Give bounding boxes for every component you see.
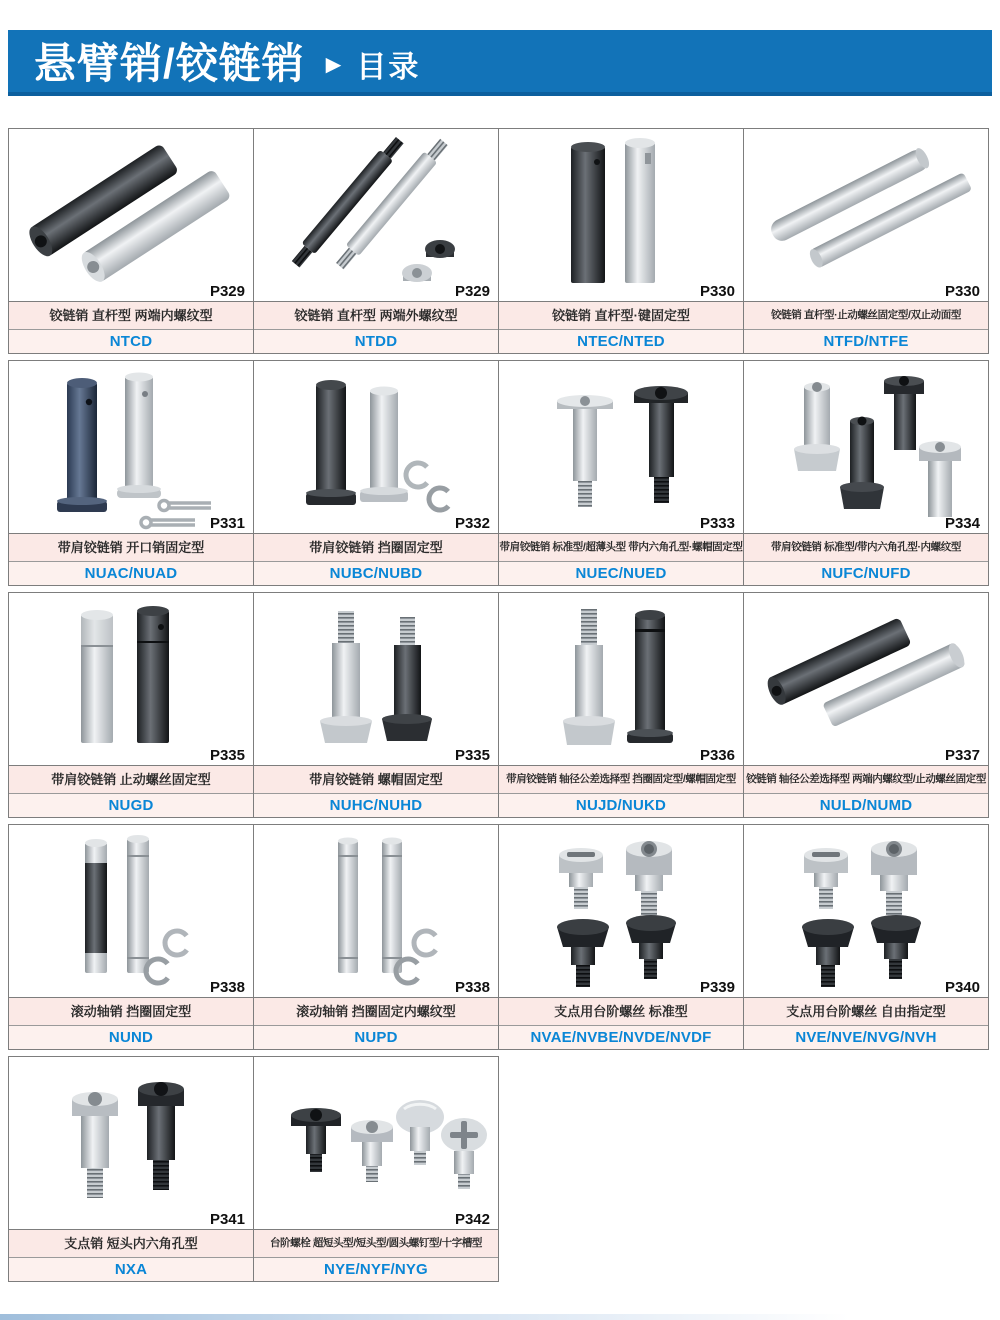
catalog-cell-nubc-nubd[interactable] [253, 360, 499, 586]
product-code-link[interactable]: NTDD [254, 330, 498, 353]
product-description: 带肩铰链销 挡圈固定型 [254, 533, 498, 562]
catalog-cell-nvae-nvbe-nvde-nvdf[interactable] [498, 824, 744, 1050]
product-photo-shoulder-pin-stop-screw [9, 593, 253, 765]
product-code-link[interactable]: NTEC/NTED [499, 330, 743, 353]
product-code-link[interactable]: NUBC/NUBD [254, 562, 498, 585]
catalog-row-3 [8, 592, 993, 818]
product-description: 滚动轴销 挡圈固定内螺纹型 [254, 997, 498, 1026]
catalog-grid [8, 128, 993, 1288]
catalog-cell-ntec-nted[interactable] [498, 128, 744, 354]
product-photo-shoulder-pin-retaining-ring [254, 361, 498, 533]
page-number: P338 [209, 979, 245, 996]
catalog-cell-nuhc-nuhd[interactable] [253, 592, 499, 818]
page-number: P342 [454, 1211, 490, 1228]
product-description: 带肩铰链销 标准型/超薄头型 带内六角孔型·螺帽固定型 [499, 533, 743, 562]
page-header [8, 30, 992, 96]
product-photo-stepped-bolt-heads [254, 1057, 498, 1229]
catalog-row-2 [8, 360, 993, 586]
product-code-link[interactable]: NUND [9, 1026, 253, 1049]
arrow-right-icon: ► [320, 48, 347, 79]
product-image-area [9, 361, 253, 533]
page-number: P335 [209, 747, 245, 764]
product-code-link[interactable]: NUFC/NUFD [744, 562, 988, 585]
page-number: P335 [454, 747, 490, 764]
page-number: P334 [944, 515, 980, 532]
page-number: P339 [699, 979, 735, 996]
catalog-cell-nxa[interactable] [8, 1056, 254, 1282]
product-code-link[interactable]: NUEC/NUED [499, 562, 743, 585]
product-code-link[interactable]: NUPD [254, 1026, 498, 1049]
product-image-area [499, 361, 743, 533]
product-photo-stepped-screw-standard [499, 825, 743, 997]
product-image-area [254, 825, 498, 997]
product-description: 铰链销 直杆型·键固定型 [499, 301, 743, 330]
product-description: 带肩铰链销 轴径公差选择型 挡圈固定型/螺帽固定型 [499, 765, 743, 794]
product-image-area [254, 1057, 498, 1229]
product-description: 带肩铰链销 止动螺丝固定型 [9, 765, 253, 794]
catalog-cell-nufc-nufd[interactable] [743, 360, 989, 586]
catalog-cell-nuld-numd[interactable] [743, 592, 989, 818]
catalog-row-5 [8, 1056, 993, 1282]
product-code-link[interactable]: NYE/NYF/NYG [254, 1258, 498, 1281]
page-bottom-gradient [0, 1314, 1000, 1320]
product-photo-fulcrum-pin-short-head [9, 1057, 253, 1229]
catalog-cell-nupd[interactable] [253, 824, 499, 1050]
product-description: 带肩铰链销 螺帽固定型 [254, 765, 498, 794]
product-photo-shoulder-pin-tolerance-select [499, 593, 743, 765]
product-photo-roller-pin-ring [9, 825, 253, 997]
product-code-link[interactable]: NVE/NVE/NVG/NVH [744, 1026, 988, 1049]
product-image-area [744, 825, 988, 997]
catalog-row-4 [8, 824, 993, 1050]
product-photo-hinge-pin-key-fixed [499, 129, 743, 301]
product-description: 铰链销 轴径公差选择型 两端内螺纹型/止动螺丝固定型 [744, 765, 988, 794]
product-photo-roller-pin-internal-thread [254, 825, 498, 997]
product-image-area [744, 593, 988, 765]
product-code-link[interactable]: NTFD/NTFE [744, 330, 988, 353]
catalog-cell-ntdd[interactable] [253, 128, 499, 354]
catalog-cell-nye-nyf-nyg[interactable] [253, 1056, 499, 1282]
product-description: 铰链销 直杆型 两端外螺纹型 [254, 301, 498, 330]
product-image-area [499, 593, 743, 765]
product-code-link[interactable]: NUJD/NUKD [499, 794, 743, 817]
product-photo-shoulder-pin-nut-fixed [254, 593, 498, 765]
product-code-link[interactable]: NTCD [9, 330, 253, 353]
product-photo-stepped-screw-custom [744, 825, 988, 997]
product-code-link[interactable]: NVAE/NVBE/NVDE/NVDF [499, 1026, 743, 1049]
product-description: 支点用台阶螺丝 自由指定型 [744, 997, 988, 1026]
catalog-cell-nuec-nued[interactable] [498, 360, 744, 586]
page-number: P333 [699, 515, 735, 532]
catalog-cell-nugd[interactable] [8, 592, 254, 818]
product-code-link[interactable]: NULD/NUMD [744, 794, 988, 817]
product-description: 带肩铰链销 开口销固定型 [9, 533, 253, 562]
product-image-area [9, 825, 253, 997]
page-number: P336 [699, 747, 735, 764]
product-image-area [9, 129, 253, 301]
page-number: P340 [944, 979, 980, 996]
page-number: P331 [209, 515, 245, 532]
product-description: 滚动轴销 挡圈固定型 [9, 997, 253, 1026]
page-number: P332 [454, 515, 490, 532]
product-description: 支点销 短头内六角孔型 [9, 1229, 253, 1258]
page-number: P330 [944, 283, 980, 300]
product-photo-hinge-pin-internal-thread [9, 129, 253, 301]
product-photo-hinge-pin-set-screw [744, 129, 988, 301]
page-title: 悬臂销/铰链销 [34, 40, 305, 87]
product-image-area [744, 129, 988, 301]
product-code-link[interactable]: NXA [9, 1258, 253, 1281]
catalog-row-1 [8, 128, 993, 354]
product-image-area [9, 593, 253, 765]
product-image-area [254, 593, 498, 765]
product-description: 带肩铰链销 标准型/带内六角孔型·内螺纹型 [744, 533, 988, 562]
product-description: 铰链销 直杆型 两端内螺纹型 [9, 301, 253, 330]
catalog-cell-nuac-nuad[interactable] [8, 360, 254, 586]
page-number: P329 [209, 283, 245, 300]
page-number: P329 [454, 283, 490, 300]
product-photo-shoulder-pin-hex-socket [744, 361, 988, 533]
page-number: P341 [209, 1211, 245, 1228]
product-code-link[interactable]: NUHC/NUHD [254, 794, 498, 817]
product-description: 铰链销 直杆型·止动螺丝固定型/双止动面型 [744, 301, 988, 330]
product-image-area [499, 129, 743, 301]
page-number: P338 [454, 979, 490, 996]
product-image-area [254, 129, 498, 301]
catalog-cell-ntfd-ntfe[interactable] [743, 128, 989, 354]
product-image-area [254, 361, 498, 533]
catalog-cell-ntcd[interactable] [8, 128, 254, 354]
product-code-link[interactable]: NUAC/NUAD [9, 562, 253, 585]
catalog-cell-nund[interactable] [8, 824, 254, 1050]
product-description: 支点用台阶螺丝 标准型 [499, 997, 743, 1026]
product-image-area [9, 1057, 253, 1229]
page-number: P330 [699, 283, 735, 300]
product-code-link[interactable]: NUGD [9, 794, 253, 817]
product-image-area [499, 825, 743, 997]
toc-label: 目录 [356, 51, 421, 84]
product-photo-hinge-pin-tolerance-select [744, 593, 988, 765]
product-description: 台阶螺栓 超短头型/短头型/圆头螺钉型/十字槽型 [254, 1229, 498, 1258]
catalog-cell-nve-nvg-nvh[interactable] [743, 824, 989, 1050]
product-photo-shoulder-pin-thin-head [499, 361, 743, 533]
product-photo-hinge-pin-external-thread [254, 129, 498, 301]
product-image-area [744, 361, 988, 533]
catalog-cell-nujd-nukd[interactable] [498, 592, 744, 818]
product-photo-shoulder-pin-cotter [9, 361, 253, 533]
page-number: P337 [944, 747, 980, 764]
